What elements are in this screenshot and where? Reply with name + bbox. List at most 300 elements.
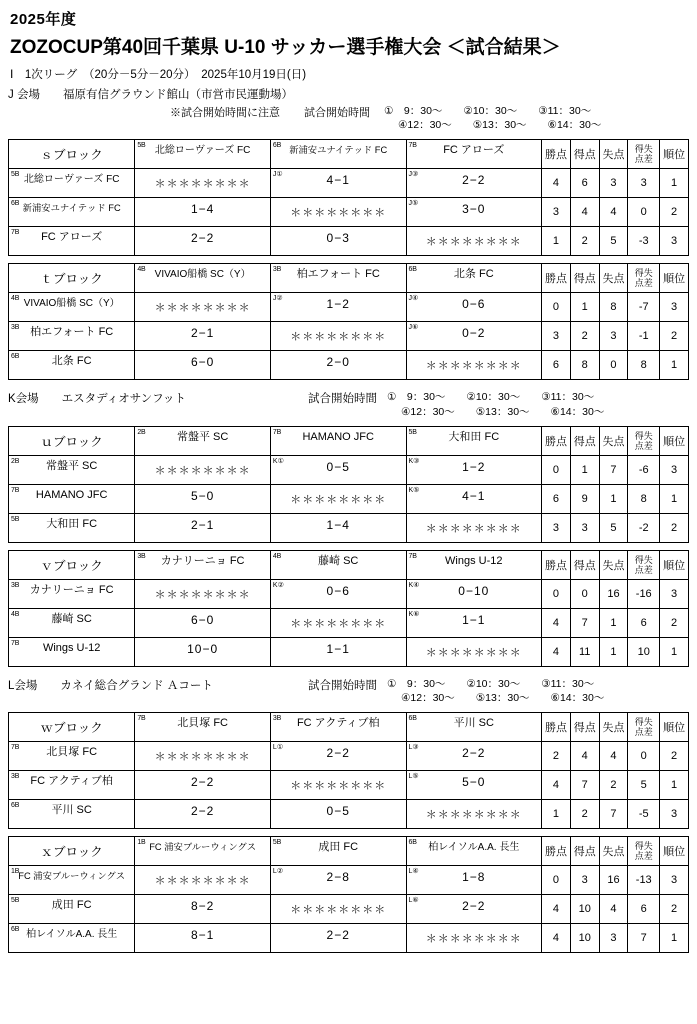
match-cell bbox=[135, 198, 271, 227]
team-name: HAMANO JFC bbox=[302, 430, 374, 443]
rank: 3 bbox=[660, 227, 689, 256]
goals-for: 7 bbox=[570, 771, 599, 800]
group-table-v bbox=[8, 550, 689, 667]
match-tag: L④ bbox=[408, 868, 419, 876]
table-row bbox=[9, 771, 689, 800]
header-points: 勝点 bbox=[542, 426, 571, 455]
column-team-3 bbox=[406, 837, 542, 866]
match-tag: K⑤ bbox=[408, 486, 420, 494]
seed-label: 4B bbox=[272, 552, 282, 560]
team-name: 柏レイソルA.A. 長生 bbox=[26, 929, 118, 941]
venue-j-label: J 会場 福原有信グラウンド館山（市営市民運動場） bbox=[8, 89, 293, 101]
team-name: 常盤平 SC bbox=[46, 459, 98, 472]
match-cell bbox=[135, 351, 271, 380]
match-score: 0−6 bbox=[462, 297, 486, 312]
self-cell: ＊＊＊＊＊＊＊＊ bbox=[270, 608, 406, 637]
goals-against: 2 bbox=[599, 771, 628, 800]
header-goal-diff: 得失 点差 bbox=[628, 426, 660, 455]
self-cell: ＊＊＊＊＊＊＊＊ bbox=[135, 293, 271, 322]
group-name: ｔブロック bbox=[9, 264, 135, 293]
goal-diff: 8 bbox=[628, 351, 660, 380]
goal-diff: 3 bbox=[628, 169, 660, 198]
goals-for: 10 bbox=[570, 895, 599, 924]
team-name: 成田 FC bbox=[318, 841, 359, 854]
venue-j-times-line2: ④12：30〜 ⑤13：30〜 ⑥14：30〜 bbox=[398, 119, 602, 132]
goals-for: 6 bbox=[570, 169, 599, 198]
team-name: FC アローズ bbox=[443, 144, 505, 157]
venue-k-header bbox=[0, 390, 697, 418]
row-team bbox=[9, 227, 135, 256]
team-name: VIVAIO船橋 SC（Y） bbox=[154, 269, 251, 281]
self-cell: ＊＊＊＊＊＊＊＊ bbox=[270, 484, 406, 513]
row-team bbox=[9, 513, 135, 542]
group-table-u bbox=[8, 426, 689, 543]
goal-diff: -6 bbox=[628, 455, 660, 484]
venue-k-times bbox=[387, 390, 604, 418]
goals-against: 16 bbox=[599, 579, 628, 608]
match-tag: L⑤ bbox=[408, 773, 419, 781]
table-row bbox=[9, 198, 689, 227]
points: 4 bbox=[542, 924, 571, 953]
match-tag: J① bbox=[272, 171, 283, 179]
column-team-3 bbox=[406, 550, 542, 579]
seed-label: 6B bbox=[11, 353, 20, 361]
group-table-w bbox=[8, 712, 689, 829]
seed-label: 6B bbox=[408, 715, 417, 723]
header-rank: 順位 bbox=[660, 713, 689, 742]
seed-label: 7B bbox=[11, 229, 20, 237]
header-goals-against: 失点 bbox=[599, 837, 628, 866]
match-tag: J② bbox=[272, 295, 283, 303]
seed-label: 7B bbox=[11, 639, 20, 647]
rank: 2 bbox=[660, 895, 689, 924]
match-cell bbox=[270, 866, 406, 895]
goals-for: 2 bbox=[570, 227, 599, 256]
header-rank: 順位 bbox=[660, 837, 689, 866]
column-team-3 bbox=[406, 264, 542, 293]
column-team-2 bbox=[270, 550, 406, 579]
seed-label: 5B bbox=[11, 897, 20, 905]
points: 3 bbox=[542, 513, 571, 542]
row-team bbox=[9, 800, 135, 829]
match-score: 1−2 bbox=[326, 297, 350, 312]
group-name: ｘブロック bbox=[9, 837, 135, 866]
column-team-3 bbox=[406, 426, 542, 455]
header-goals-against: 失点 bbox=[599, 713, 628, 742]
seed-label: 2B bbox=[11, 457, 20, 465]
self-cell: ＊＊＊＊＊＊＊＊ bbox=[135, 742, 271, 771]
goals-for: 2 bbox=[570, 322, 599, 351]
self-cell: ＊＊＊＊＊＊＊＊ bbox=[406, 924, 542, 953]
header-goals-for: 得点 bbox=[570, 426, 599, 455]
rank: 3 bbox=[660, 866, 689, 895]
column-team-3 bbox=[406, 713, 542, 742]
team-name: 平川 SC bbox=[453, 717, 494, 730]
column-team-2 bbox=[270, 426, 406, 455]
match-score: 0−3 bbox=[326, 231, 350, 246]
table-row bbox=[9, 455, 689, 484]
self-cell: ＊＊＊＊＊＊＊＊ bbox=[270, 771, 406, 800]
match-score: 2−2 bbox=[462, 173, 486, 188]
goals-against: 7 bbox=[599, 800, 628, 829]
points: 2 bbox=[542, 742, 571, 771]
seed-label: 7B bbox=[408, 552, 417, 560]
row-team bbox=[9, 637, 135, 666]
match-cell bbox=[406, 169, 542, 198]
points: 4 bbox=[542, 608, 571, 637]
seed-label: 4B bbox=[11, 295, 20, 303]
match-tag: L⑥ bbox=[408, 897, 419, 905]
goal-diff: 0 bbox=[628, 742, 660, 771]
points: 4 bbox=[542, 169, 571, 198]
points: 4 bbox=[542, 771, 571, 800]
points: 0 bbox=[542, 455, 571, 484]
match-cell bbox=[270, 455, 406, 484]
goals-for: 1 bbox=[570, 455, 599, 484]
header-goal-diff: 得失 点差 bbox=[628, 713, 660, 742]
match-score: 10−0 bbox=[187, 641, 219, 656]
header-goals-for: 得点 bbox=[570, 140, 599, 169]
match-cell bbox=[406, 293, 542, 322]
header-goal-diff: 得失 点差 bbox=[628, 264, 660, 293]
seed-label: 4B bbox=[11, 610, 20, 618]
rank: 1 bbox=[660, 771, 689, 800]
team-name: 北条 FC bbox=[51, 355, 92, 368]
goals-for: 11 bbox=[570, 637, 599, 666]
match-cell bbox=[135, 322, 271, 351]
match-score: 2−8 bbox=[326, 870, 350, 885]
header-goal-diff: 得失 点差 bbox=[628, 837, 660, 866]
team-name: 柏エフォート FC bbox=[296, 268, 380, 281]
points: 4 bbox=[542, 895, 571, 924]
header-goals-against: 失点 bbox=[599, 140, 628, 169]
seed-label: 5B bbox=[272, 839, 282, 847]
goal-diff: -3 bbox=[628, 227, 660, 256]
team-name: 新浦安ユナイテッド FC bbox=[22, 203, 121, 214]
venue-k-label: K会場 エスタディオサンフット bbox=[8, 393, 186, 406]
match-tag: K④ bbox=[408, 581, 420, 589]
row-team bbox=[9, 579, 135, 608]
group-name: ｓブロック bbox=[9, 140, 135, 169]
table-row bbox=[9, 742, 689, 771]
header-goals-against: 失点 bbox=[599, 550, 628, 579]
venue-k-time-label: 試合開始時間 bbox=[308, 393, 377, 406]
match-score: 0−10 bbox=[458, 583, 490, 598]
team-name: HAMANO JFC bbox=[35, 488, 108, 501]
match-score: 6−0 bbox=[190, 355, 215, 370]
row-team bbox=[9, 866, 135, 895]
team-name: 柏エフォート FC bbox=[30, 326, 114, 339]
goal-diff: 5 bbox=[628, 771, 660, 800]
venue-l-label: L会場 カネイ総合グランド Ａコート bbox=[8, 679, 213, 692]
match-score: 0−6 bbox=[326, 583, 350, 598]
match-cell bbox=[406, 771, 542, 800]
goals-against: 4 bbox=[599, 742, 628, 771]
match-cell bbox=[406, 455, 542, 484]
self-cell: ＊＊＊＊＊＊＊＊ bbox=[406, 227, 542, 256]
row-team bbox=[9, 322, 135, 351]
table-row bbox=[9, 513, 689, 542]
header-points: 勝点 bbox=[542, 550, 571, 579]
table-header-row bbox=[9, 713, 689, 742]
goal-diff: 6 bbox=[628, 608, 660, 637]
row-team bbox=[9, 895, 135, 924]
column-team-2 bbox=[270, 713, 406, 742]
seed-label: 7B bbox=[137, 715, 146, 723]
match-score: 2−2 bbox=[326, 746, 350, 761]
points: 1 bbox=[542, 227, 571, 256]
rank: 3 bbox=[660, 800, 689, 829]
goal-diff: -5 bbox=[628, 800, 660, 829]
rank: 1 bbox=[660, 924, 689, 953]
page-title: ZOZOCUP第40回千葉県 U-10 サッカー選手権大会 ＜試合結果＞ bbox=[10, 37, 561, 58]
team-name: 北総ローヴァーズ FC bbox=[23, 174, 120, 186]
team-name: 北条 FC bbox=[453, 268, 494, 281]
match-score: 1−8 bbox=[462, 870, 486, 885]
match-cell bbox=[135, 895, 271, 924]
goals-for: 3 bbox=[570, 513, 599, 542]
points: 4 bbox=[542, 637, 571, 666]
goals-against: 1 bbox=[599, 484, 628, 513]
row-team bbox=[9, 169, 135, 198]
team-name: 新浦安ユナイテッド FC bbox=[289, 145, 388, 156]
column-team-1 bbox=[135, 837, 271, 866]
header-goals-for: 得点 bbox=[570, 264, 599, 293]
seed-label: 3B bbox=[272, 715, 282, 723]
self-cell: ＊＊＊＊＊＊＊＊ bbox=[406, 637, 542, 666]
seed-label: 3B bbox=[272, 266, 282, 274]
match-score: 0−5 bbox=[326, 459, 350, 474]
row-team bbox=[9, 924, 135, 953]
goal-diff: -13 bbox=[628, 866, 660, 895]
row-team bbox=[9, 771, 135, 800]
goals-against: 7 bbox=[599, 455, 628, 484]
venue-l-times-line2: ④12：30〜 ⑤13：30〜 ⑥14：30〜 bbox=[401, 691, 605, 704]
goals-against: 3 bbox=[599, 924, 628, 953]
match-score: 2−1 bbox=[190, 517, 215, 532]
venue-j-noteline bbox=[0, 104, 697, 132]
match-cell bbox=[270, 579, 406, 608]
seed-label: 3B bbox=[11, 324, 20, 332]
match-cell bbox=[135, 608, 271, 637]
match-cell bbox=[406, 742, 542, 771]
match-cell bbox=[135, 771, 271, 800]
seed-label: 2B bbox=[137, 428, 146, 436]
goal-diff: 8 bbox=[628, 484, 660, 513]
match-score: 1−4 bbox=[190, 202, 215, 217]
match-cell bbox=[406, 608, 542, 637]
match-score: 4−1 bbox=[326, 173, 350, 188]
self-cell: ＊＊＊＊＊＊＊＊ bbox=[406, 800, 542, 829]
rank: 1 bbox=[660, 637, 689, 666]
column-team-1 bbox=[135, 264, 271, 293]
match-cell bbox=[135, 637, 271, 666]
goals-for: 0 bbox=[570, 579, 599, 608]
seed-label: 6B bbox=[11, 200, 20, 208]
match-score: 1−4 bbox=[326, 517, 350, 532]
goals-against: 5 bbox=[599, 227, 628, 256]
venue-k-times-line2: ④12：30〜 ⑤13：30〜 ⑥14：30〜 bbox=[401, 405, 605, 418]
match-score: 2−0 bbox=[326, 355, 350, 370]
venue-j-note: ※試合開始時間に注意 bbox=[170, 107, 280, 119]
goal-diff: 6 bbox=[628, 895, 660, 924]
header-goals-for: 得点 bbox=[570, 837, 599, 866]
match-score: 0−5 bbox=[326, 804, 350, 819]
column-team-2 bbox=[270, 140, 406, 169]
self-cell: ＊＊＊＊＊＊＊＊ bbox=[270, 895, 406, 924]
team-name: Wings U-12 bbox=[445, 554, 503, 567]
header-goals-against: 失点 bbox=[599, 264, 628, 293]
match-cell bbox=[406, 866, 542, 895]
match-cell bbox=[270, 351, 406, 380]
match-score: 2−2 bbox=[326, 928, 350, 943]
match-cell bbox=[270, 742, 406, 771]
team-name: FC 浦安ブルーウィングス bbox=[149, 842, 256, 853]
match-tag: L① bbox=[272, 744, 284, 752]
group-name: ｖブロック bbox=[9, 550, 135, 579]
seed-label: 6B bbox=[272, 142, 282, 150]
header-goal-diff: 得失 点差 bbox=[628, 140, 660, 169]
group-table-s bbox=[8, 139, 689, 256]
points: 6 bbox=[542, 484, 571, 513]
points: 0 bbox=[542, 866, 571, 895]
header-rank: 順位 bbox=[660, 426, 689, 455]
row-team bbox=[9, 351, 135, 380]
row-team bbox=[9, 293, 135, 322]
row-team bbox=[9, 455, 135, 484]
rank: 1 bbox=[660, 351, 689, 380]
self-cell: ＊＊＊＊＊＊＊＊ bbox=[270, 198, 406, 227]
match-cell bbox=[406, 484, 542, 513]
rank: 3 bbox=[660, 293, 689, 322]
self-cell: ＊＊＊＊＊＊＊＊ bbox=[135, 169, 271, 198]
points: 1 bbox=[542, 800, 571, 829]
season-year: 2025年度 bbox=[10, 11, 77, 28]
match-cell bbox=[270, 800, 406, 829]
match-score: 6−0 bbox=[190, 612, 215, 627]
points: 3 bbox=[542, 322, 571, 351]
goal-diff: -16 bbox=[628, 579, 660, 608]
venue-j-times bbox=[384, 104, 601, 132]
row-team bbox=[9, 484, 135, 513]
team-name: 大和田 FC bbox=[448, 430, 500, 443]
self-cell: ＊＊＊＊＊＊＊＊ bbox=[135, 579, 271, 608]
match-cell bbox=[406, 198, 542, 227]
match-tag: J⑥ bbox=[408, 324, 419, 332]
team-name: VIVAIO船橋 SC（Y） bbox=[23, 298, 120, 310]
match-score: 1−1 bbox=[326, 641, 350, 656]
goals-for: 4 bbox=[570, 198, 599, 227]
match-score: 3−0 bbox=[462, 202, 486, 217]
seed-label: 6B bbox=[11, 926, 20, 934]
team-name: 北総ローヴァーズ FC bbox=[154, 145, 251, 157]
round-info: Ⅰ 1次リーグ （20分－5分－20分） 2025年10月19日(日) bbox=[10, 69, 307, 81]
match-tag: J⑤ bbox=[408, 200, 419, 208]
goals-against: 3 bbox=[599, 169, 628, 198]
rank: 2 bbox=[660, 198, 689, 227]
table-row bbox=[9, 924, 689, 953]
match-score: 5−0 bbox=[462, 775, 486, 790]
self-cell: ＊＊＊＊＊＊＊＊ bbox=[406, 513, 542, 542]
match-cell bbox=[406, 579, 542, 608]
goals-for: 1 bbox=[570, 293, 599, 322]
match-tag: L③ bbox=[408, 744, 419, 752]
goals-for: 8 bbox=[570, 351, 599, 380]
points: 3 bbox=[542, 198, 571, 227]
table-row bbox=[9, 637, 689, 666]
seed-label: 3B bbox=[137, 552, 146, 560]
match-cell bbox=[406, 322, 542, 351]
match-score: 2−1 bbox=[190, 326, 215, 341]
header-rank: 順位 bbox=[660, 140, 689, 169]
row-team bbox=[9, 608, 135, 637]
rank: 2 bbox=[660, 742, 689, 771]
match-score: 2−2 bbox=[190, 775, 215, 790]
column-team-1 bbox=[135, 426, 271, 455]
match-tag: K③ bbox=[408, 457, 420, 465]
venue-l-times-line1: ① 9：30〜 ②10：30〜 ③11：30〜 bbox=[387, 677, 595, 690]
table-row bbox=[9, 866, 689, 895]
venue-l-times bbox=[387, 677, 604, 705]
match-cell bbox=[135, 924, 271, 953]
self-cell: ＊＊＊＊＊＊＊＊ bbox=[135, 455, 271, 484]
rank: 2 bbox=[660, 608, 689, 637]
header-goals-for: 得点 bbox=[570, 713, 599, 742]
match-cell bbox=[135, 513, 271, 542]
match-score: 2−2 bbox=[190, 804, 215, 819]
table-row bbox=[9, 322, 689, 351]
column-team-1 bbox=[135, 140, 271, 169]
team-name: 平川 SC bbox=[51, 804, 92, 817]
table-row bbox=[9, 895, 689, 924]
goal-diff: -1 bbox=[628, 322, 660, 351]
column-team-1 bbox=[135, 550, 271, 579]
match-cell bbox=[406, 895, 542, 924]
team-name: 北貝塚 FC bbox=[177, 717, 228, 730]
venue-l-time-label: 試合開始時間 bbox=[308, 679, 377, 692]
goal-diff: 0 bbox=[628, 198, 660, 227]
match-cell bbox=[135, 484, 271, 513]
seed-label: 3B bbox=[11, 773, 20, 781]
header-goal-diff: 得失 点差 bbox=[628, 550, 660, 579]
table-header-row bbox=[9, 140, 689, 169]
seed-label: 5B bbox=[11, 515, 20, 523]
match-tag: K⑥ bbox=[408, 610, 420, 618]
seed-label: 4B bbox=[137, 266, 146, 274]
venue-k-times-line1: ① 9：30〜 ②10：30〜 ③11：30〜 bbox=[387, 391, 595, 404]
header-rank: 順位 bbox=[660, 264, 689, 293]
header-goals-against: 失点 bbox=[599, 426, 628, 455]
team-name: 大和田 FC bbox=[46, 517, 98, 530]
match-tag: J④ bbox=[408, 295, 419, 303]
goal-diff: 10 bbox=[628, 637, 660, 666]
self-cell: ＊＊＊＊＊＊＊＊ bbox=[406, 351, 542, 380]
goals-for: 3 bbox=[570, 866, 599, 895]
table-row bbox=[9, 351, 689, 380]
team-name: 常盤平 SC bbox=[176, 430, 229, 443]
team-name: FC 浦安ブルーウィングス bbox=[18, 871, 126, 882]
match-score: 2−2 bbox=[462, 899, 486, 914]
match-cell bbox=[135, 227, 271, 256]
team-name: 柏レイソルA.A. 長生 bbox=[428, 842, 520, 854]
points: 0 bbox=[542, 293, 571, 322]
table-header-row bbox=[9, 550, 689, 579]
goal-diff: 7 bbox=[628, 924, 660, 953]
seed-label: 7B bbox=[272, 428, 282, 436]
goals-against: 0 bbox=[599, 351, 628, 380]
goals-against: 4 bbox=[599, 895, 628, 924]
table-row bbox=[9, 293, 689, 322]
